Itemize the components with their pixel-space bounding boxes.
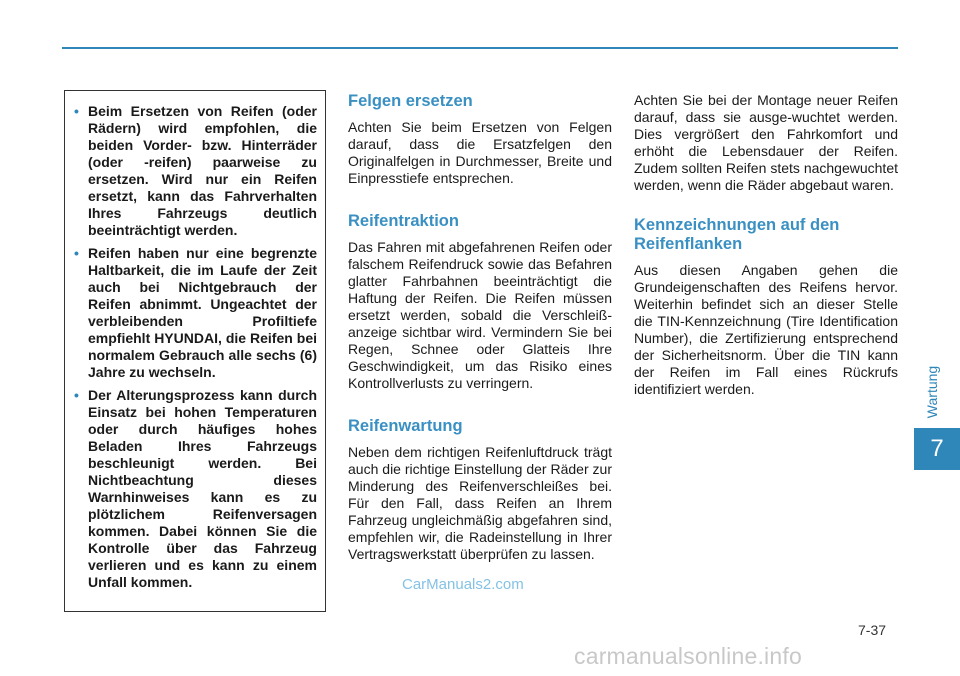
heading-felgen: Felgen ersetzen (348, 92, 473, 110)
watermark-link[interactable]: CarManuals2.com (402, 576, 524, 593)
warning-item (71, 387, 317, 591)
page-number: 7-37 (858, 622, 887, 638)
warning-box (64, 90, 326, 612)
heading-reifenwartung: Reifenwartung (348, 417, 463, 435)
body-reifentraktion: Das Fahren mit abgefahrenen Reifen oder falschem Reifendruck sowie das Befahren glatter Fahrbahnen beeinträchtigt die Haftung der Reifen. Die Reifen müssen ersetzt werden, sobald die Verschleiß-anzeige sichtbar wird. Vermindern Sie bei Regen, Schnee oder Glatteis Ihre Geschwindigkeit, um das Risiko eines Kontrollverlusts zu verringern. (348, 239, 612, 391)
middle-column (348, 92, 612, 563)
footer-watermark: carmanualsonline.info (574, 643, 802, 669)
body-kennzeichnungen: Aus diesen Angaben gehen die Grundeigenschaften des Reifens hervor. Weiterhin befindet sich an dieser Stelle die TIN-Kennzeichnung (Tire Identification Number), die Zertifizierung entsprechend der Sicherheitsnorm. Über die TIN kann der Reifen im Fall eines Rückrufs identifiziert werden. (634, 262, 898, 397)
right-column (634, 92, 898, 398)
warning-item-text: Der Alterungsprozess kann durch Einsatz bei hohen Temperaturen oder durch häufiges hohes Beladen Ihres Fahrzeugs beschleunigt werden. Bei Nichtbeachtung dieses Warnhinweises kann es zu plötzlichem Reifenversagen kommen. Dabei können Sie die Kontrolle über das Fahrzeug verlieren und es kann zu einem Unfall kommen. (88, 387, 317, 590)
heading-kennzeichnungen: Kennzeichnungen auf den Reifenflanken (634, 216, 840, 253)
chapter-tab: 7 (914, 428, 960, 470)
warning-item-text: Beim Ersetzen von Reifen (oder Rädern) wird empfohlen, die beiden Vorder- bzw. Hinterräder (oder -reifen) paarweise zu ersetzen. Wird nur ein Reifen ersetzt, kann das Fahrverhalten Ihres Fahrzeugs deutlich beeinträchtigt werden. (88, 103, 317, 238)
bullet-icon: • (74, 245, 79, 261)
body-reifenwartung: Neben dem richtigen Reifenluftdruck trägt auch die richtige Einstellung der Räder zur Minderung des Reifenverschleißes bei. Für den Fall, dass Reifen an Ihrem Fahrzeug ungleichmäßig abgefahren sind, empfehlen wir, die Radeinstellung in Ihrer Vertragswerkstatt überprüfen zu lassen. (348, 444, 612, 562)
section-label (920, 362, 944, 422)
warning-list (71, 103, 317, 591)
heading-reifentraktion: Reifentraktion (348, 212, 459, 230)
warning-item (71, 245, 317, 381)
bullet-icon: • (74, 103, 79, 119)
body-felgen: Achten Sie beim Ersetzen von Felgen darauf, dass die Ersatzfelgen den Originalfelgen in Durchmesser, Breite und Einpresstiefe entsprechen. (348, 119, 612, 186)
warning-item (71, 103, 317, 239)
section-label-text: Wartung (924, 365, 940, 419)
bullet-icon: • (74, 387, 79, 403)
warning-item-text: Reifen haben nur eine begrenzte Haltbarkeit, die im Laufe der Zeit auch bei Nichtgebrauch der Reifen abnimmt. Ungeachtet der verbleibenden Profiltiefe empfiehlt HYUNDAI, die Reifen bei normalem Gebrauch alle sechs (6) Jahre zu wechseln. (88, 245, 317, 380)
top-rule (62, 47, 898, 49)
body-montage: Achten Sie bei der Montage neuer Reifen darauf, dass sie ausge-wuchtet werden. Dies vergrößert den Fahrkomfort und erhöht die Lebensdauer der Reifen. Zudem sollten Reifen stets nachgewuchtet werden, wenn die Räder abgebaut waren. (634, 92, 898, 193)
